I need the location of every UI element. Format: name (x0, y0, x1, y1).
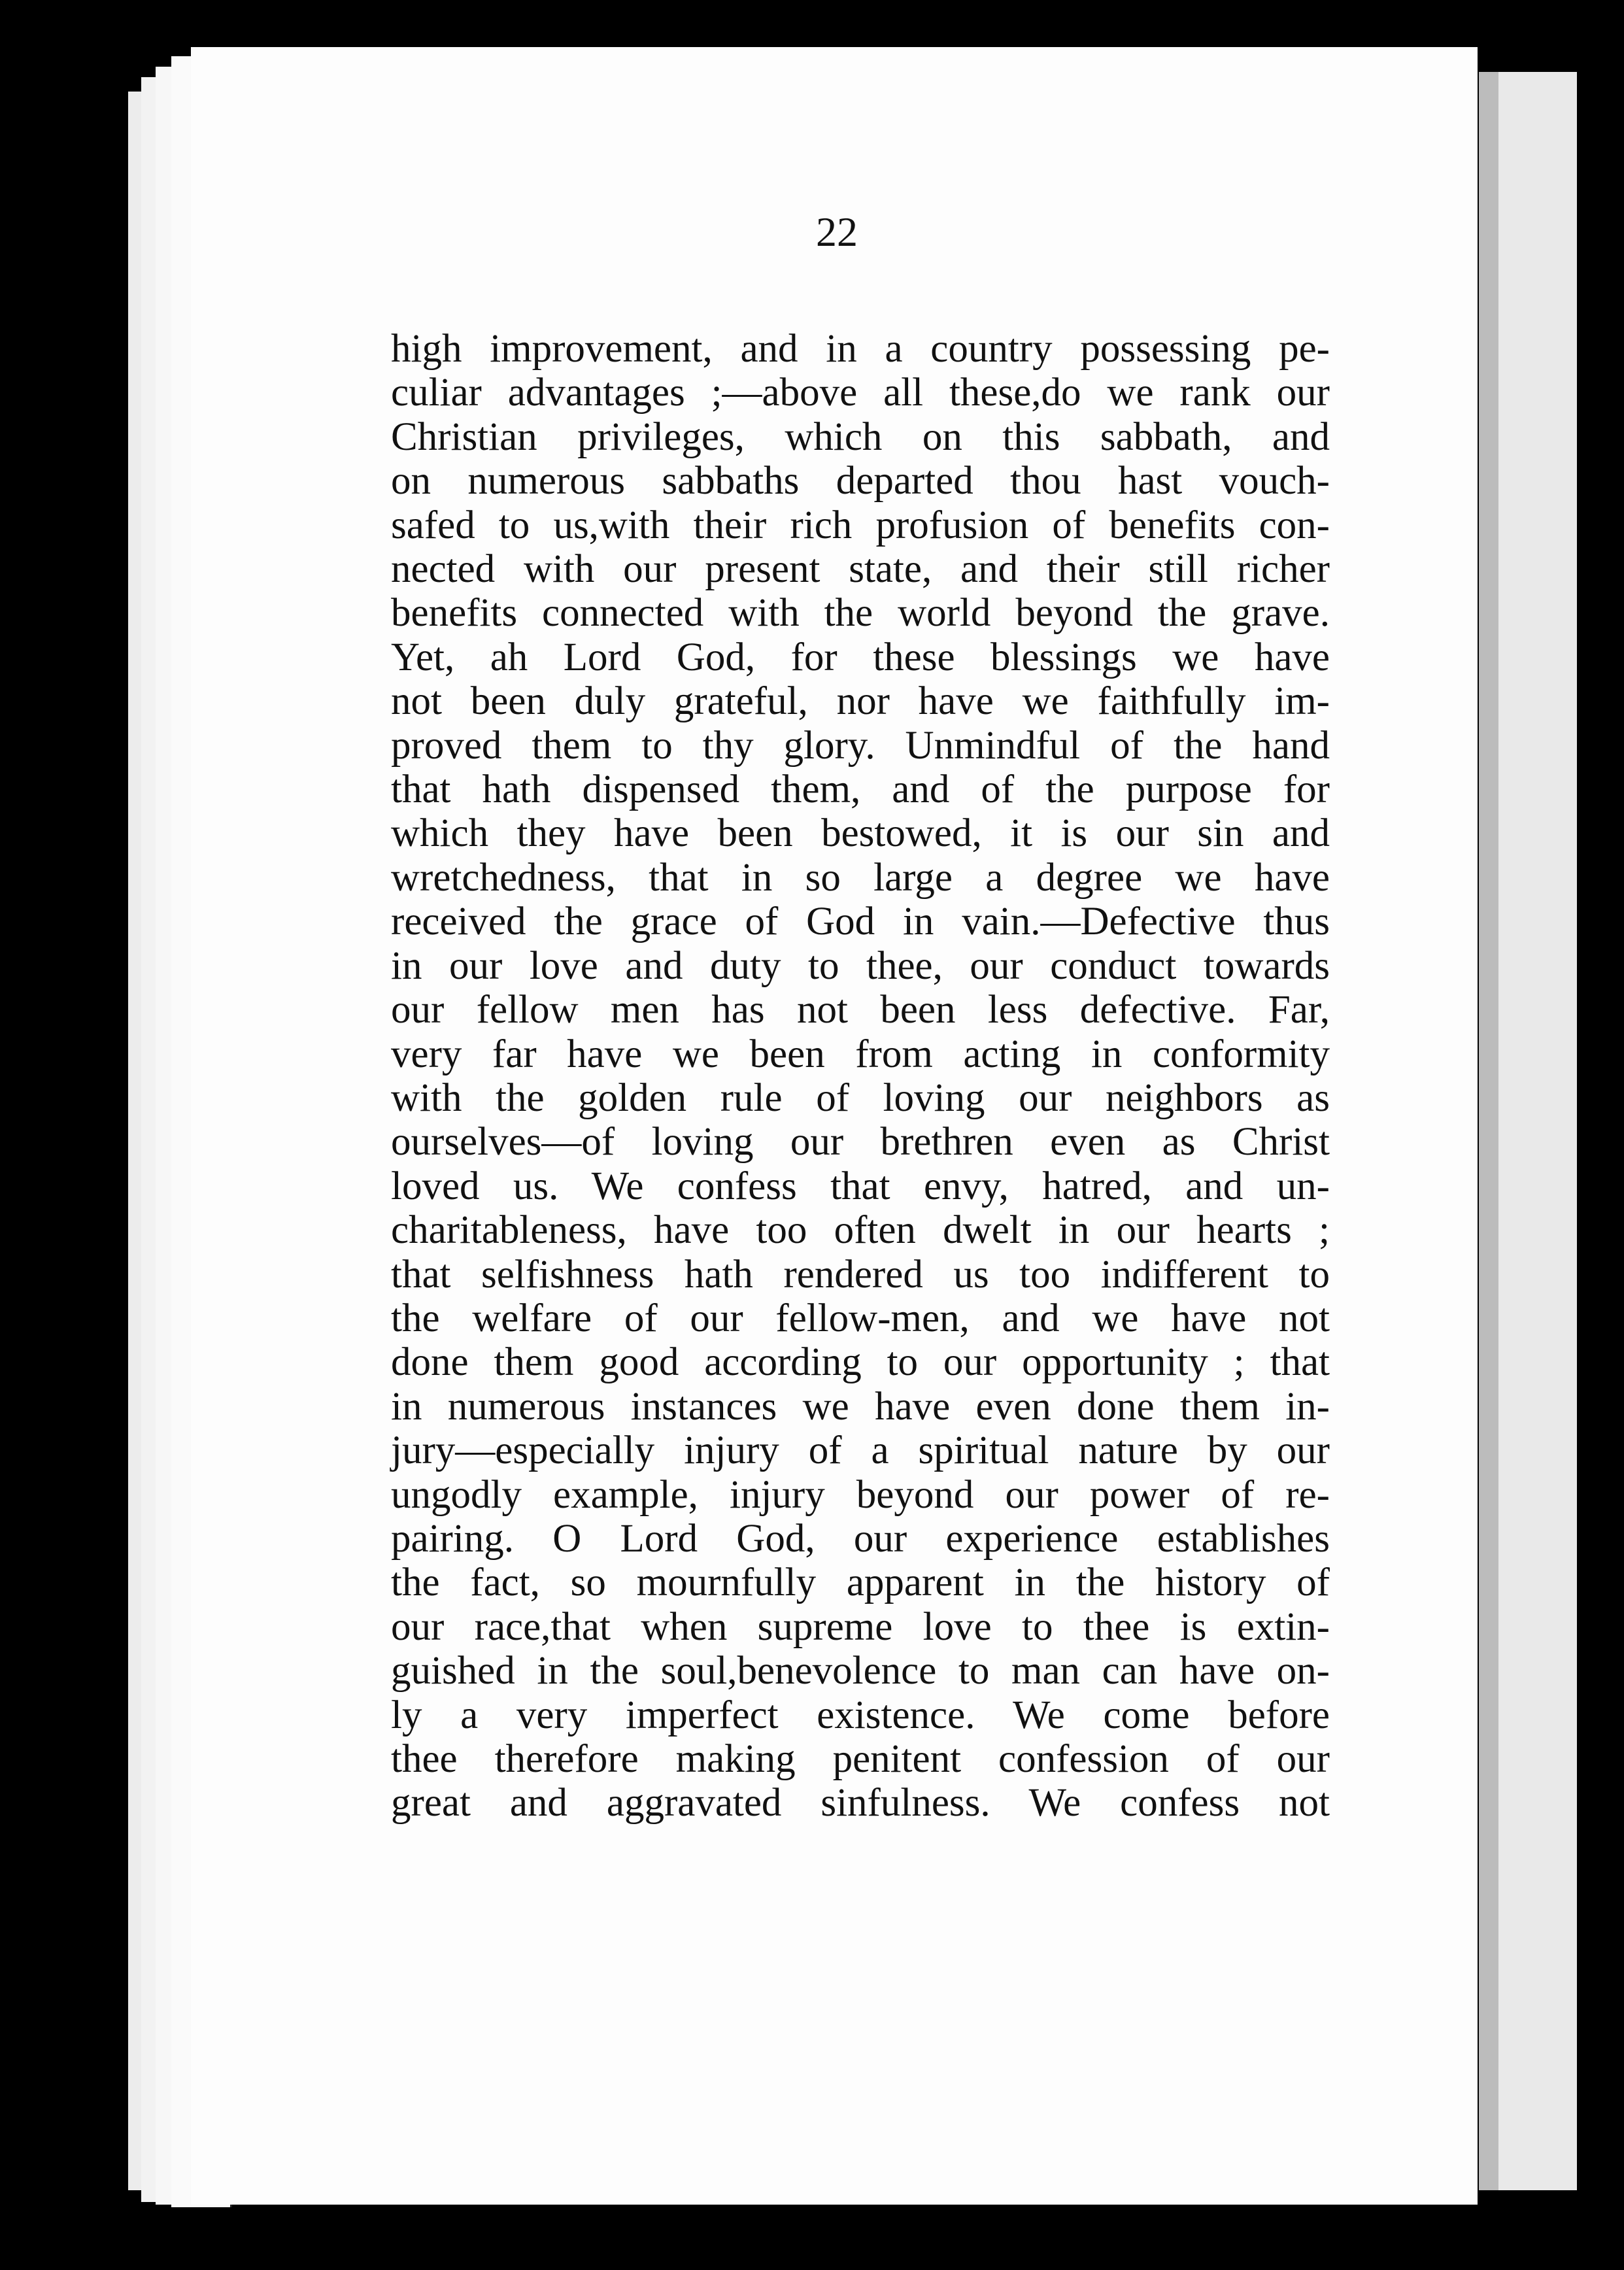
text-line: our fellow men has not been less defective. Far, (391, 988, 1330, 1032)
text-line: in our love and duty to thee, our conduct towards (391, 943, 1330, 988)
text-line: Christian privileges, which on this sabbath, and (391, 415, 1330, 459)
text-line: ly a very imperfect existence. We come before (391, 1693, 1330, 1737)
page-body-text (391, 327, 1330, 1825)
text-line: jury—especially injury of a spiritual nature by our (391, 1429, 1330, 1473)
text-line: Yet, ah Lord God, for these blessings we have (391, 635, 1330, 679)
text-line: which they have been bestowed, it is our sin and (391, 811, 1330, 856)
text-line: safed to us,with their rich profusion of benefits con- (391, 503, 1330, 547)
text-line: our race,that when supreme love to thee is extin- (391, 1604, 1330, 1649)
text-line: nected with our present state, and their still richer (391, 547, 1330, 592)
text-line: the welfare of our fellow-men, and we have not (391, 1296, 1330, 1340)
text-line: in numerous instances we have even done them in- (391, 1384, 1330, 1429)
text-line: wretchedness, that in so large a degree we have (391, 855, 1330, 900)
text-line: great and aggravated sinfulness. We confess not (391, 1781, 1330, 1825)
text-line: received the grace of God in vain.—Defective thus (391, 900, 1330, 944)
text-line: the fact, so mournfully apparent in the history of (391, 1561, 1330, 1605)
text-line: charitableness, have too often dwelt in our hearts ; (391, 1208, 1330, 1253)
text-line: that selfishness hath rendered us too indifferent to (391, 1252, 1330, 1296)
text-line: on numerous sabbaths departed thou hast vouch- (391, 459, 1330, 503)
text-line: culiar advantages ;—above all these,do we rank our (391, 371, 1330, 415)
text-line: pairing. O Lord God, our experience establishes (391, 1516, 1330, 1561)
text-line: benefits connected with the world beyond the grave. (391, 591, 1330, 635)
text-line: done them good according to our opportunity ; that (391, 1340, 1330, 1385)
text-line: high improvement, and in a country possessing pe- (391, 327, 1330, 371)
gutter-shadow (1479, 72, 1498, 2190)
page-number: 22 (816, 209, 858, 255)
text-line: ungodly example, injury beyond our power of re- (391, 1472, 1330, 1517)
text-line: proved them to thy glory. Unmindful of the hand (391, 723, 1330, 768)
text-line: guished in the soul,benevolence to man can have on- (391, 1649, 1330, 1693)
text-line: not been duly grateful, nor have we faithfully im- (391, 679, 1330, 724)
text-line: loved us. We confess that envy, hatred, and un- (391, 1164, 1330, 1208)
text-line: that hath dispensed them, and of the purpose for (391, 768, 1330, 812)
text-line: thee therefore making penitent confession of our (391, 1737, 1330, 1781)
text-line: with the golden rule of loving our neighbors as (391, 1076, 1330, 1120)
text-line: very far have we been from acting in conformity (391, 1032, 1330, 1076)
text-line: ourselves—of loving our brethren even as Christ (391, 1120, 1330, 1164)
